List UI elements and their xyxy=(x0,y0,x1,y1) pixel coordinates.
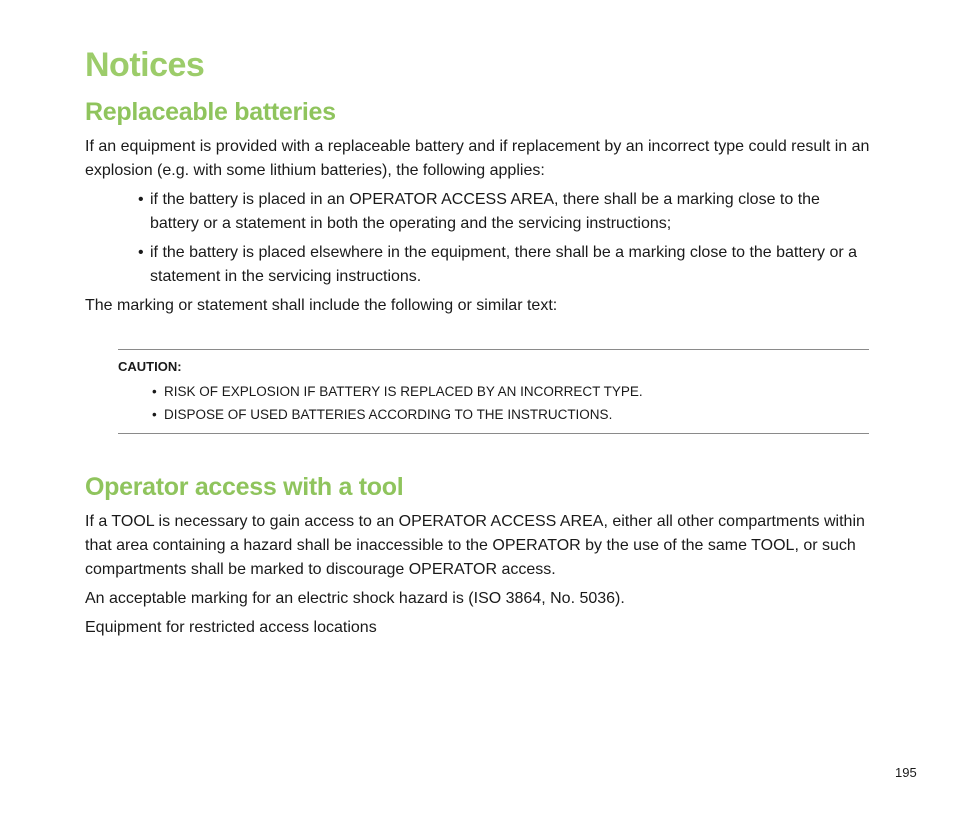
outro-paragraph: The marking or statement shall include the following or similar text: xyxy=(85,297,558,314)
list-item xyxy=(138,241,863,289)
list-item xyxy=(138,188,863,236)
page-number: 195 xyxy=(895,765,917,780)
page-title: Notices xyxy=(85,46,205,84)
restricted-access-paragraph: Equipment for restricted access locations xyxy=(85,619,377,636)
caution-label: CAUTION: xyxy=(118,359,182,374)
bullet-icon: • xyxy=(152,384,157,399)
section-heading-replaceable-batteries: Replaceable batteries xyxy=(85,98,336,126)
bullet-icon: • xyxy=(152,407,157,422)
caution-item-text: RISK OF EXPLOSION IF BATTERY IS REPLACED BY AN INCORRECT TYPE. xyxy=(164,384,643,399)
caution-top-divider xyxy=(118,349,869,350)
tool-access-paragraph: If a TOOL is necessary to gain access to an OPERATOR ACCESS AREA, either all other compartments within that area containing a hazard shall be inaccessible to the OPERATOR by the use of the same TOOL, or such compartments shall be marked to discourage OPERATOR access. xyxy=(85,513,865,578)
list-item-text: if the battery is placed in an OPERATOR ACCESS AREA, there shall be a marking close to the battery or a statement in both the operating and the servicing instructions; xyxy=(150,191,820,232)
bullet-icon: • xyxy=(138,191,144,208)
caution-item xyxy=(152,406,612,424)
section-heading-operator-access: Operator access with a tool xyxy=(85,473,404,501)
caution-item-text: DISPOSE OF USED BATTERIES ACCORDING TO THE INSTRUCTIONS. xyxy=(164,407,613,422)
marking-paragraph: An acceptable marking for an electric shock hazard is (ISO 3864, No. 5036). xyxy=(85,590,625,607)
list-item-text: if the battery is placed elsewhere in the equipment, there shall be a marking close to the battery or a statement in the servicing instructions. xyxy=(150,244,858,285)
caution-bottom-divider xyxy=(118,433,869,434)
intro-paragraph: If an equipment is provided with a replaceable battery and if replacement by an incorrect type could result in an explosion (e.g. with some lithium batteries), the following applies: xyxy=(85,138,870,179)
caution-item xyxy=(152,383,643,401)
bullet-icon: • xyxy=(138,244,144,261)
